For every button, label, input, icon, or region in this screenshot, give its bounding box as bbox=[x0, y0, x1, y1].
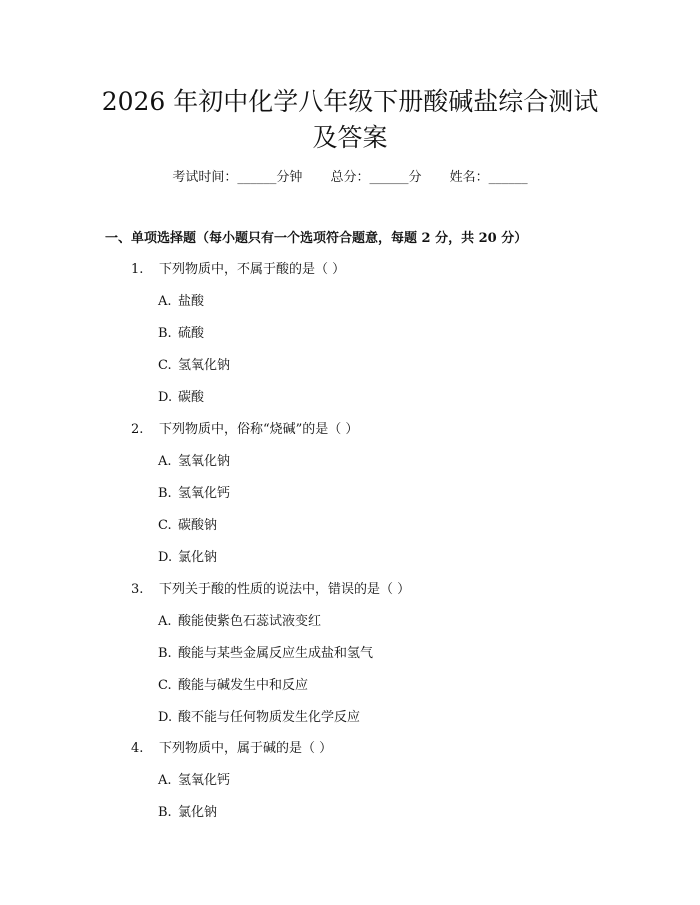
option-letter: D. bbox=[158, 710, 173, 725]
option-text: 氢氧化钠 bbox=[178, 358, 231, 373]
total-score-field: 总分：______分 bbox=[330, 170, 422, 185]
option-letter: B. bbox=[158, 326, 172, 341]
exam-time-field: 考试时间：______分钟 bbox=[172, 170, 303, 185]
question-1-option-b bbox=[158, 324, 204, 344]
option-text: 盐酸 bbox=[178, 294, 205, 309]
question-1-option-a bbox=[158, 292, 204, 312]
question-3 bbox=[131, 580, 410, 600]
question-1-option-d bbox=[158, 388, 204, 408]
question-text: 下列物质中，俗称“烧碱”的是（ ） bbox=[159, 422, 359, 437]
document-title-line-1: 2026 年初中化学八年级下册酸碱盐综合测试 bbox=[101, 87, 599, 116]
option-letter: C. bbox=[158, 678, 172, 693]
question-3-option-c bbox=[158, 676, 308, 696]
option-text: 酸能使紫色石蕊试液变红 bbox=[178, 614, 322, 629]
question-3-option-a bbox=[158, 612, 321, 632]
question-3-option-b bbox=[158, 644, 373, 664]
option-text: 氢氧化钙 bbox=[178, 486, 231, 501]
question-1-option-c bbox=[158, 356, 230, 376]
question-3-option-d bbox=[158, 708, 360, 728]
option-text: 碳酸 bbox=[178, 390, 205, 405]
option-letter: A. bbox=[158, 294, 172, 309]
question-text: 下列物质中，不属于酸的是（ ） bbox=[159, 262, 346, 277]
option-letter: B. bbox=[158, 805, 172, 820]
option-letter: A. bbox=[158, 454, 172, 469]
option-text: 酸不能与任何物质发生化学反应 bbox=[178, 710, 361, 725]
exam-info-row bbox=[0, 168, 700, 188]
question-2 bbox=[131, 420, 358, 440]
question-number: 2. bbox=[131, 422, 144, 437]
student-name-field: 姓名：______ bbox=[449, 170, 528, 185]
option-letter: D. bbox=[158, 550, 173, 565]
question-4-option-a bbox=[158, 771, 230, 791]
question-text: 下列物质中，属于碱的是（ ） bbox=[159, 741, 333, 756]
option-text: 氯化钠 bbox=[178, 550, 218, 565]
option-letter: A. bbox=[158, 614, 172, 629]
option-text: 碳酸钠 bbox=[178, 518, 218, 533]
option-letter: A. bbox=[158, 773, 172, 788]
question-text: 下列关于酸的性质的说法中，错误的是（ ） bbox=[159, 582, 411, 597]
option-text: 氢氧化钠 bbox=[178, 454, 231, 469]
question-4-option-b bbox=[158, 803, 217, 823]
option-text: 硫酸 bbox=[178, 326, 205, 341]
question-2-option-d bbox=[158, 548, 217, 568]
question-2-option-b bbox=[158, 484, 230, 504]
option-letter: D. bbox=[158, 390, 173, 405]
question-4 bbox=[131, 739, 332, 759]
option-letter: C. bbox=[158, 358, 172, 373]
option-letter: B. bbox=[158, 486, 172, 501]
question-number: 1. bbox=[131, 262, 144, 277]
option-text: 氢氧化钙 bbox=[178, 773, 231, 788]
document-title-line-2: 及答案 bbox=[312, 123, 388, 152]
question-2-option-c bbox=[158, 516, 217, 536]
question-1 bbox=[131, 260, 345, 280]
option-letter: B. bbox=[158, 646, 172, 661]
option-letter: C. bbox=[158, 518, 172, 533]
section-heading-single-choice: 一、单项选择题（每小题只有一个选项符合题意，每题 2 分，共 20 分） bbox=[105, 231, 528, 246]
question-number: 4. bbox=[131, 741, 144, 756]
question-number: 3. bbox=[131, 582, 144, 597]
question-2-option-a bbox=[158, 452, 230, 472]
option-text: 酸能与碱发生中和反应 bbox=[178, 678, 309, 693]
option-text: 氯化钠 bbox=[178, 805, 218, 820]
option-text: 酸能与某些金属反应生成盐和氢气 bbox=[178, 646, 374, 661]
